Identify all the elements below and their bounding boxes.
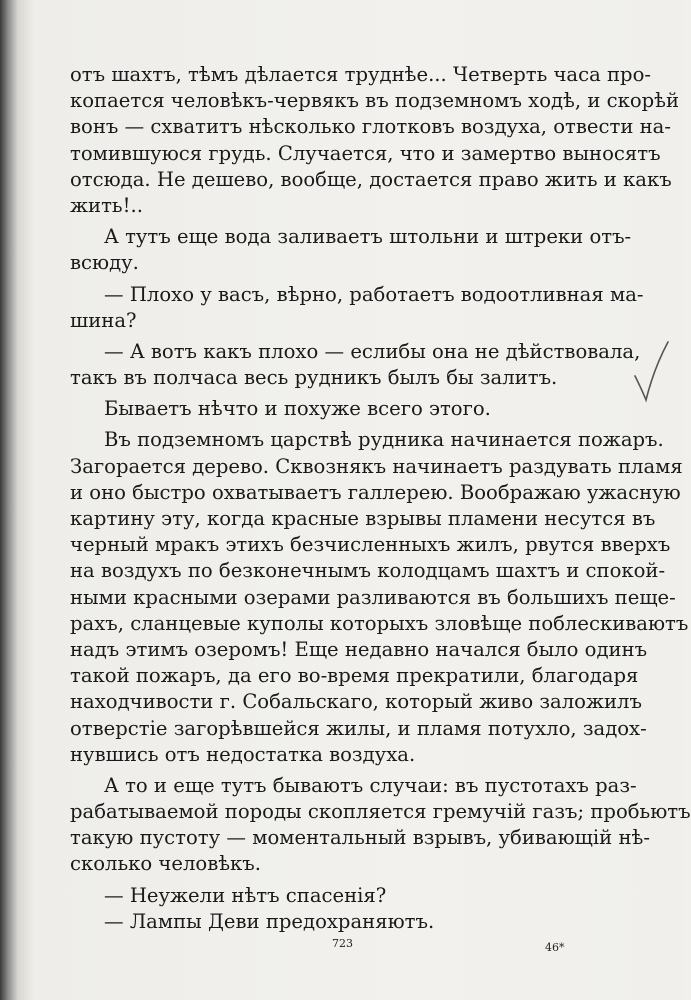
text-line: — А вотъ какъ плохо — еслибы она не дѣйствовала, [104,339,641,363]
text-line: рабатываемой породы скопляется гремучій газъ; пробьютъ [70,800,691,824]
text-line: жить!.. [70,193,143,217]
text-line: такую пустоту — моментальный взрывъ, убивающій нѣ- [70,826,650,850]
text-line: вонъ — схватитъ нѣсколько глотковъ воздуха, отвести на- [70,115,671,139]
signature-mark: 46* [545,941,565,954]
text-line: черный мракъ этихъ безчисленныхъ жилъ, рвутся вверхъ [70,533,671,557]
text-line: А тутъ еще вода заливаетъ штольни и штреки отъ- [104,225,632,249]
text-line: такой пожаръ, да его во-время прекратили, благодаря [70,664,639,688]
check-mark-icon [632,338,672,412]
text-line: находчивости г. Собальскаго, который живо заложилъ [70,690,642,714]
text-line: томившуюся грудь. Случается, что и замертво выносятъ [70,141,661,165]
text-line: всюду. [70,251,139,275]
text-line: отверстіе загорѣвшейся жилы, и пламя потухло, задох- [70,716,647,740]
text-line: — Лампы Деви предохраняютъ. [104,909,435,933]
text-line: Бываетъ нѣчто и похуже всего этого. [104,397,491,421]
text-line: — Неужели нѣтъ спасенія? [104,883,387,907]
page-number: 723 [332,937,353,950]
text-line: А то и еще тутъ бываютъ случаи: въ пустотахъ раз- [104,773,637,797]
text-line: такъ въ полчаса весь рудникъ былъ бы залитъ. [70,366,558,390]
text-line: копается человѣкъ-червякъ въ подземномъ ходѣ, и скорѣй [70,89,680,113]
text-line: нувшись отъ недостатка воздуха. [70,742,416,766]
text-line: рахъ, сланцевые куполы которыхъ зловѣще поблескиваютъ [70,611,689,635]
text-line: Загорается дерево. Сквознякъ начинаетъ раздувать пламя [70,454,683,478]
text-line: и оно быстро охватываетъ галлерею. Воображаю ужасную [70,480,681,504]
text-line: отсюда. Не дешево, вообще, достается право жить и какъ [70,167,672,191]
body-text [70,62,691,935]
text-line: картину эту, когда красные взрывы пламени несутся въ [70,507,656,530]
text-line: ными красными озерами разливаются въ большихъ пеще- [70,585,676,609]
text-line: отъ шахтъ, тѣмъ дѣлается труднѣе... Четверть часа про- [70,63,652,86]
text-line: шина? [70,308,137,332]
text-line: Въ подземномъ царствѣ рудника начинается пожаръ. [104,428,664,452]
text-line: сколько человѣкъ. [70,852,261,876]
text-line: надъ этимъ озеромъ! Еще недавно начался было одинъ [70,637,648,661]
text-line: на воздухъ по безконечнымъ колодцамъ шахтъ и спокой- [70,559,666,583]
text-line: — Плохо у васъ, вѣрно, работаетъ водоотливная ма- [104,282,644,306]
